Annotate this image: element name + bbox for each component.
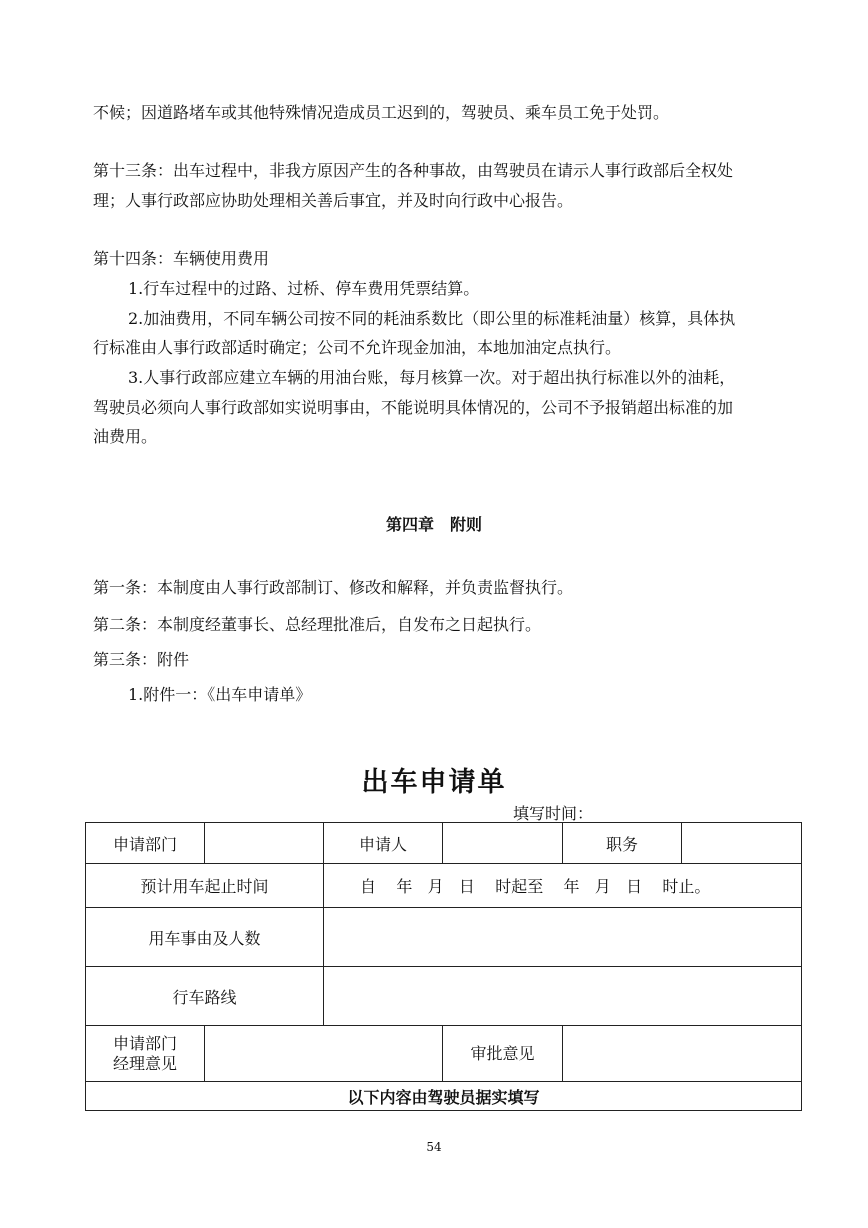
article-line: 1.附件一：《出车申请单》 bbox=[128, 685, 312, 704]
chapter-number: 第四章 bbox=[385, 515, 434, 534]
driver-section-header: 以下内容由驾驶员据实填写 bbox=[86, 1082, 802, 1111]
paragraph-line: 理；人事行政部应协助处理相关善后事宜，并及时向行政中心报告。 bbox=[93, 191, 574, 210]
chapter-heading bbox=[0, 512, 868, 535]
reason-label: 用车事由及人数 bbox=[86, 908, 324, 967]
paragraph-line: 不候；因道路堵车或其他特殊情况造成员工迟到的，驾驶员、乘车员工免于处罚。 bbox=[93, 103, 670, 122]
reason-value-cell[interactable] bbox=[324, 908, 802, 967]
article-line: 第二条：本制度经董事长、总经理批准后，自发布之日起执行。 bbox=[93, 615, 542, 634]
dept-label: 申请部门 bbox=[86, 823, 205, 864]
paragraph-line: 2.加油费用，不同车辆公司按不同的耗油系数比（即公里的标准耗油量）核算，具体执 bbox=[128, 309, 736, 328]
manager-opinion-label bbox=[86, 1026, 205, 1082]
page-number: 54 bbox=[426, 1140, 442, 1154]
approval-value-cell[interactable] bbox=[563, 1026, 802, 1082]
route-label: 行车路线 bbox=[86, 967, 324, 1026]
position-label: 职务 bbox=[563, 823, 682, 864]
paragraph-line: 3.人事行政部应建立车辆的用油台账，每月核算一次。对于超出执行标准以外的油耗， bbox=[128, 368, 736, 387]
paragraph-line: 驾驶员必须向人事行政部如实说明事由，不能说明具体情况的，公司不予报销超出标准的加 bbox=[93, 398, 734, 417]
chapter-title: 附则 bbox=[450, 515, 483, 534]
approval-label: 审批意见 bbox=[443, 1026, 563, 1082]
dept-value-cell[interactable] bbox=[205, 823, 324, 864]
time-range-label: 预计用车起止时间 bbox=[86, 864, 324, 908]
manager-opinion-line1: 申请部门 bbox=[112, 1033, 177, 1053]
manager-opinion-line2: 经理意见 bbox=[112, 1053, 177, 1073]
paragraph-line: 第十三条：出车过程中，非我方原因产生的各种事故，由驾驶员在请示人事行政部后全权处 bbox=[93, 161, 734, 180]
route-value-cell[interactable] bbox=[324, 967, 802, 1026]
article-line: 第三条：附件 bbox=[93, 650, 190, 669]
paragraph-line: 行标准由人事行政部适时确定；公司不允许现金加油，本地加油定点执行。 bbox=[93, 338, 622, 357]
paragraph-line: 第十四条：车辆使用费用 bbox=[93, 249, 270, 268]
form-title: 出车申请单 bbox=[361, 767, 507, 798]
paragraph-line: 1.行车过程中的过路、过桥、停车费用凭票结算。 bbox=[128, 279, 480, 298]
vehicle-request-form bbox=[85, 822, 802, 1111]
time-range-value[interactable]: 自 年 月 日 时起至 年 月 日 时止。 bbox=[324, 864, 802, 908]
position-value-cell[interactable] bbox=[682, 823, 802, 864]
article-line: 第一条：本制度由人事行政部制订、修改和解释，并负责监督执行。 bbox=[93, 578, 574, 597]
manager-opinion-value-cell[interactable] bbox=[205, 1026, 443, 1082]
applicant-label: 申请人 bbox=[324, 823, 443, 864]
applicant-value-cell[interactable] bbox=[443, 823, 563, 864]
fill-time-label: 填写时间： bbox=[513, 804, 594, 823]
paragraph-line: 油费用。 bbox=[93, 427, 158, 446]
